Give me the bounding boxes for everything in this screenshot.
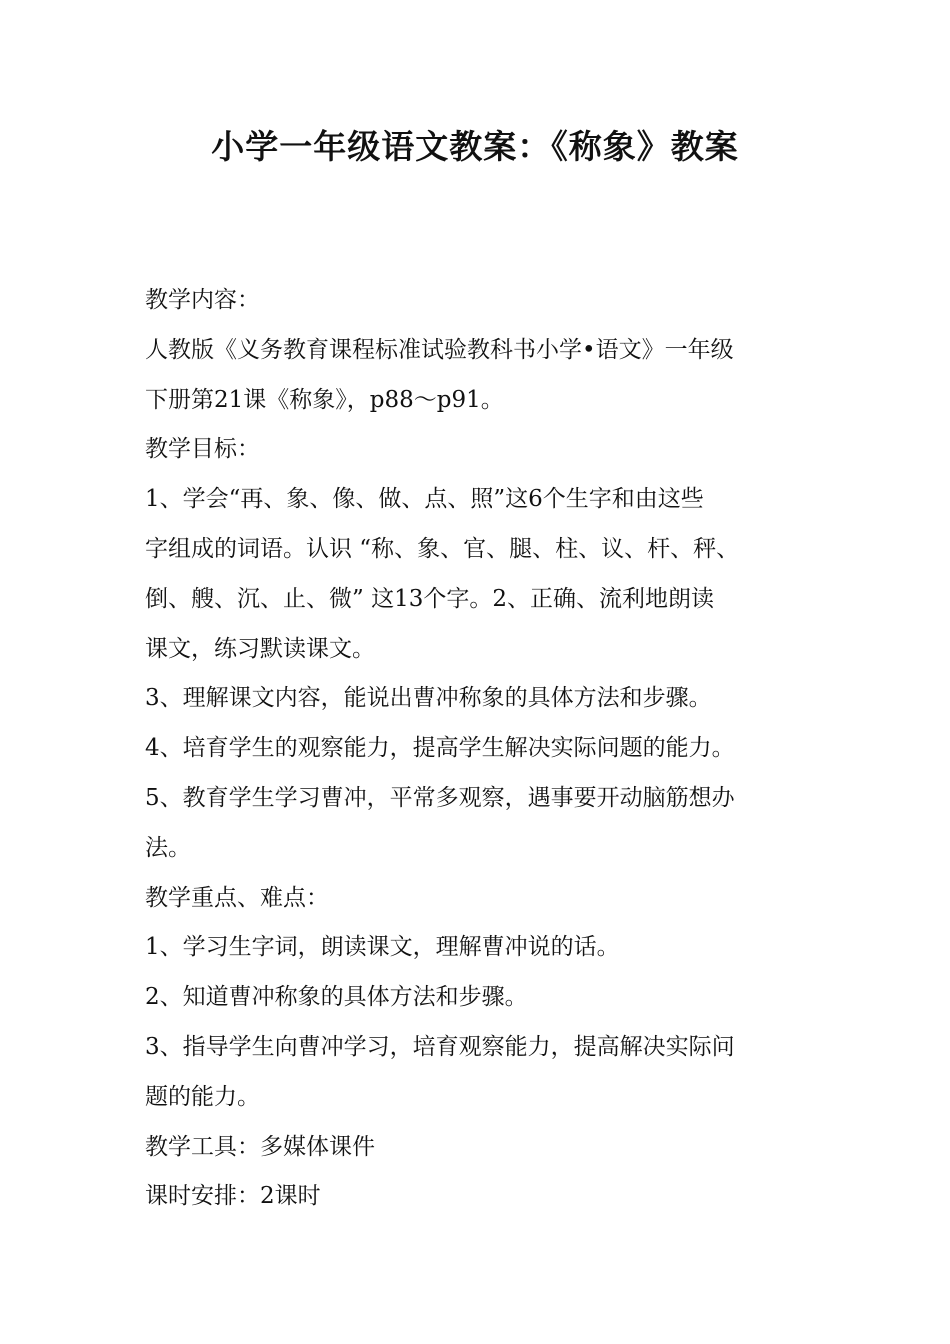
text-line: 课文，练习默读课文。 [145,635,375,662]
text-line: 5、教育学生学习曹冲，平常多观察，遇事要开动脑筋想办 [145,784,735,811]
text-line: 题的能力。 [145,1083,260,1110]
text-line: 字组成的词语。认识 “称、象、官、腿、柱、议、杆、秤、 [145,535,740,562]
text-line: 1、学会“再、象、像、做、点、照”这6个生字和由这些 [145,486,704,513]
text-line: 法。 [145,834,191,861]
text-line: 课时安排：2课时 [145,1183,321,1210]
text-line: 3、指导学生向曹冲学习，培育观察能力，提高解决实际问 [145,1033,735,1060]
text-line: 人教版《义务教育课程标准试验教科书小学•语文》一年级 [145,336,734,363]
text-line: 4、培育学生的观察能力，提高学生解决实际问题的能力。 [145,735,735,762]
text-line: 下册第21课《称象》，p88～p91。 [145,386,504,413]
text-line: 倒、艘、沉、止、微” 这13个字。2、正确、流利地朗读 [145,585,714,612]
document-body [145,276,825,1222]
text-line: 2、知道曹冲称象的具体方法和步骤。 [145,984,528,1011]
text-line: 教学重点、难点： [145,884,329,911]
document-title: 小学一年级语文教案：《称象》教案 [211,127,739,166]
text-line: 3、理解课文内容，能说出曹冲称象的具体方法和步骤。 [145,685,712,712]
text-line: 教学目标： [145,436,260,463]
text-line: 1、学习生字词，朗读课文，理解曹冲说的话。 [145,934,620,961]
text-line: 教学工具：多媒体课件 [145,1133,375,1160]
text-line: 教学内容： [145,287,260,313]
